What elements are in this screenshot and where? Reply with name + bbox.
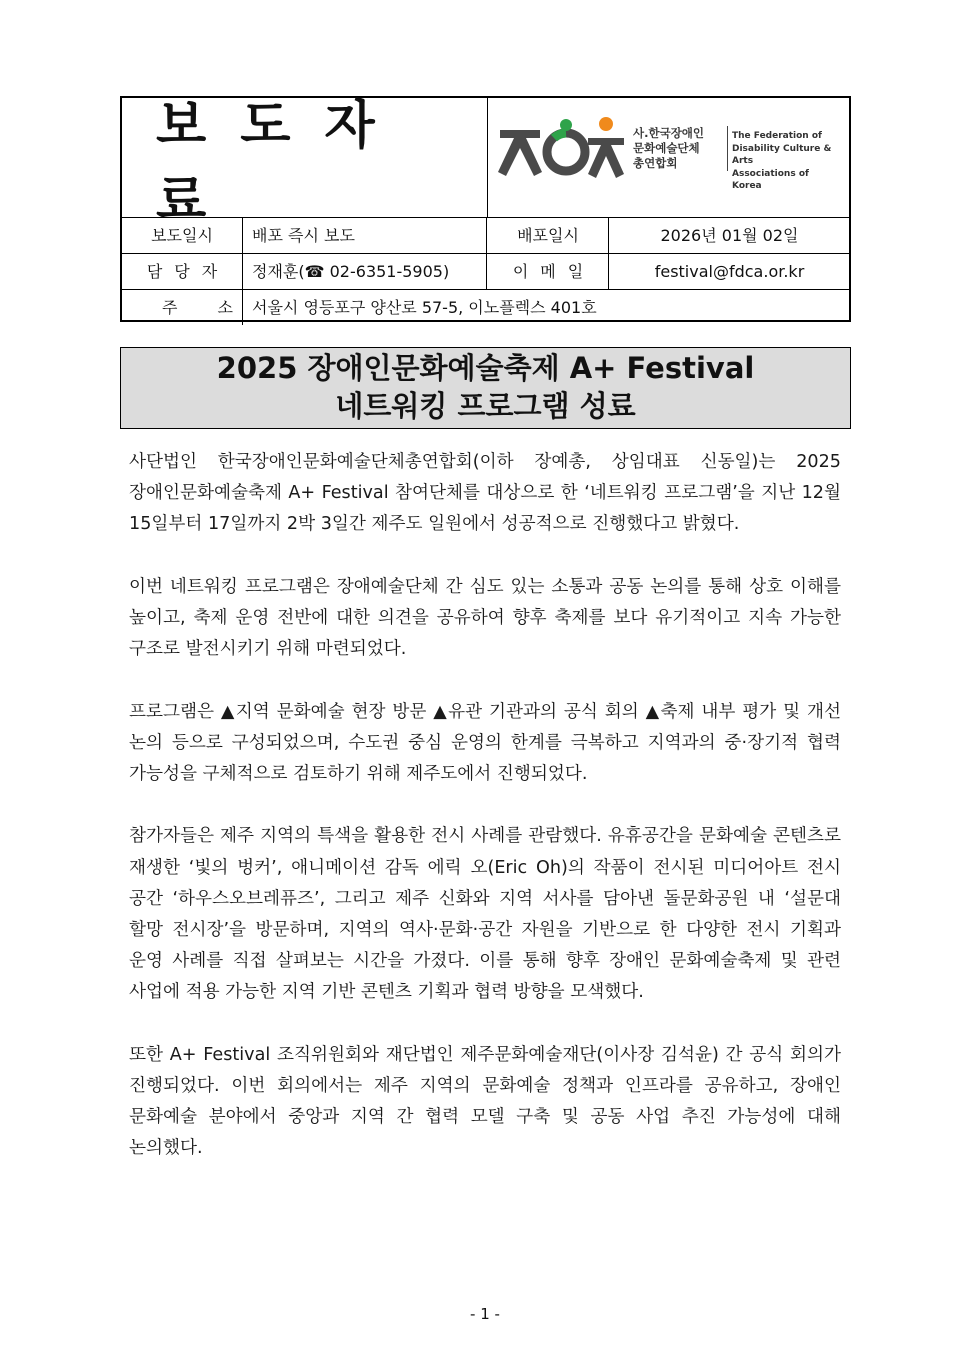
title-cell [122,95,488,231]
body-paragraph: 참가자들은 제주 지역의 특색을 활용한 전시 사례를 관람했다. 유휴공간을 문화예술 콘텐츠로 재생한 ‘빛의 벙커’, 애니메이션 감독 에릭 오(Eric Oh)의 작품이 전시된 미디어아트 전시 공간 ‘하우스오브레퓨즈’, 그리고 제주 신화와 지역 서사를 담아낸 돌문화공원 내 ‘설문대 할망 전시장’을 방문하며, 지역의 역사·문화·공간 자원을 기반으로 한 다양한 전시 기획과 운영 사례를 직접 살펴보는 시간을 가졌다. 이를 통해 향후 장애인 문화예술축제 및 관련 사업에 적용 가능한 지역 기반 콘텐츠 기획과 협력 방향을 모색했다. [129,826,841,1003]
contact-label: 담당자 [146,262,230,281]
headline-line-2: 네트워킹 프로그램 성료 [335,389,636,423]
body-paragraph: 또한 A+ Festival 조직위원회와 재단법인 제주문화예술재단(이사장 김석윤) 간 공식 회의가 진행되었다. 이번 회의에서는 제주 지역의 문화예술 정책과 인프라를 공유하고, 장애인 문화예술 분야에서 중앙과 지역 간 협력 모델 구축 및 공동 사업 추진 가능성에 대해 논의했다. [129,1044,841,1159]
page-number: - 1 - [470,1305,500,1323]
header-top-row [122,95,849,231]
address-row [122,290,849,325]
address-label-cell [122,290,273,325]
organization-logo [488,98,849,217]
article-body [129,447,841,1196]
logo-en-line: Associations of [732,168,809,179]
distribution-date-label: 배포일시 [488,218,609,253]
headline-box [120,347,851,429]
email-label-cell [488,254,609,289]
logo-ko-line: 총연합회 [633,156,678,170]
logo-en-line: Korea [732,181,762,191]
logo-english-name [732,130,852,193]
contact-value: 정재훈(☎ 02-6351-5905) [244,254,487,289]
logo-en-line: Disability Culture & Arts [732,143,832,166]
logo-mark-icon [496,116,626,182]
contact-row [122,254,849,290]
contact-label-cell [122,254,243,289]
email-label: 이메일 [512,262,596,281]
distribution-date-value: 2026년 01월 02일 [660,226,799,245]
logo-en-line: The Federation of [732,131,822,141]
press-release-title: 보도자료 [156,95,409,231]
release-date-row [122,218,849,254]
address-value: 서울시 영등포구 양산로 57-5, 이노플렉스 401호 [252,298,597,317]
logo-ko-line: 사.한국장애인 [633,126,705,140]
body-paragraph: 프로그램은 ▲지역 문화예술 현장 방문 ▲유관 기관과의 공식 회의 ▲축제 내부 평가 및 개선 논의 등으로 구성되었으며, 수도권 중심 운영의 한계를 극복하고 지역과의 중·장기적 협력 가능성을 구체적으로 검토하기 위해 제주도에서 진행되었다. [129,701,841,784]
headline-line-1: 2025 장애인문화예술축제 A+ Festival [216,351,755,385]
body-paragraph: 사단법인 한국장애인문화예술단체총연합회(이하 장예총, 상임대표 신동일)는 2025 장애인문화예술축제 A+ Festival 참여단체를 대상으로 한 ‘네트워킹 프로그램’을 지난 12월 15일부터 17일까지 2박 3일간 제주도 일원에서 성공적으로 진행했다고 밝혔다. [129,452,841,535]
body-paragraph: 이번 네트워킹 프로그램은 장애예술단체 간 심도 있는 소통과 공동 논의를 통해 상호 이해를 높이고, 축제 운영 전반에 대한 의견을 공유하여 향후 축제를 보다 유기적이고 지속 가능한 구조로 발전시키기 위해 마련되었다. [129,576,841,660]
press-header-table [120,96,851,322]
release-date-value: 배포 즉시 보도 [244,218,487,253]
logo-korean-name [633,126,728,171]
logo-ko-line: 문화예술단체 [633,141,700,155]
address-label: 주소 [162,298,273,317]
email-value: festival@fdca.or.kr [654,262,805,281]
release-date-label: 보도일시 [122,218,243,253]
